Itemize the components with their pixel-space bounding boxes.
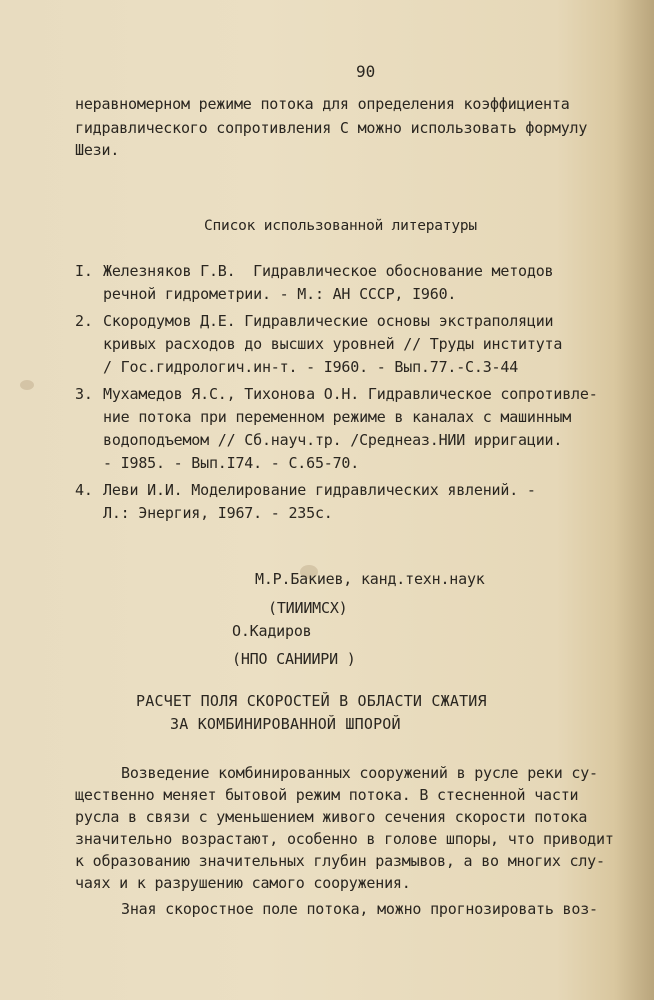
intro-line: гидравлического сопротивления С можно использовать формулу	[75, 119, 588, 137]
reference-line: ние потока при переменном режиме в каналах с машинным	[103, 408, 572, 426]
body-line: к образованию значительных глубин размывов, а во многих слу-	[75, 852, 605, 870]
article-title: ЗА КОМБИНИРОВАННОЙ ШПОРОЙ	[170, 715, 401, 733]
references-heading: Список использованной литературы	[204, 218, 477, 234]
body-line: значительно возрастают, особенно в голове шпоры, что приводит	[75, 830, 614, 848]
reference-line: Железняков Г.В. Гидравлическое обоснование методов	[103, 262, 554, 280]
reference-line: - I985. - Вып.I74. - С.65-70.	[103, 454, 360, 472]
paper-stain	[20, 380, 34, 390]
body-line: щественно меняет бытовой режим потока. В стесненной части	[75, 786, 579, 804]
author-affiliation: (НПО САНИИРИ )	[232, 650, 356, 668]
reference-line: Л.: Энергия, I967. - 235с.	[103, 504, 333, 522]
reference-number: 3.	[75, 385, 93, 403]
author-name: О.Кадиров	[232, 622, 312, 640]
body-line: чаях и к разрушению самого сооружения.	[75, 874, 411, 892]
reference-line: Мухамедов Я.С., Тихонова О.Н. Гидравлическое сопротивле-	[103, 385, 598, 403]
body-line: Возведение комбинированных сооружений в русле реки су-	[121, 764, 598, 782]
author-affiliation: (ТИИИМСХ)	[268, 599, 348, 617]
author-name: М.Р.Бакиев, канд.техн.наук	[255, 570, 485, 588]
intro-line: неравномерном режиме потока для определения коэффициента	[75, 95, 570, 113]
reference-line: Леви И.И. Моделирование гидравлических явлений. -	[103, 481, 536, 499]
intro-line: Шези.	[75, 141, 120, 159]
reference-number: I.	[75, 262, 93, 280]
article-title: РАСЧЕТ ПОЛЯ СКОРОСТЕЙ В ОБЛАСТИ СЖАТИЯ	[136, 692, 487, 710]
body-line: русла в связи с уменьшением живого сечения скорости потока	[75, 808, 588, 826]
page-number: 90	[356, 62, 376, 81]
reference-line: кривых расходов до высших уровней // Труды института	[103, 335, 563, 353]
reference-number: 2.	[75, 312, 93, 330]
reference-line: / Гос.гидрологич.ин-т. - I960. - Вып.77.-С.3-44	[103, 358, 519, 376]
reference-line: речной гидрометрии. - М.: АН СССР, I960.	[103, 285, 457, 303]
reference-line: водоподъемом // Сб.науч.тр. /Среднеаз.НИИ ирригации.	[103, 431, 563, 449]
reference-number: 4.	[75, 481, 93, 499]
body-line: Зная скоростное поле потока, можно прогнозировать воз-	[121, 900, 598, 918]
reference-line: Скородумов Д.Е. Гидравлические основы экстраполяции	[103, 312, 554, 330]
